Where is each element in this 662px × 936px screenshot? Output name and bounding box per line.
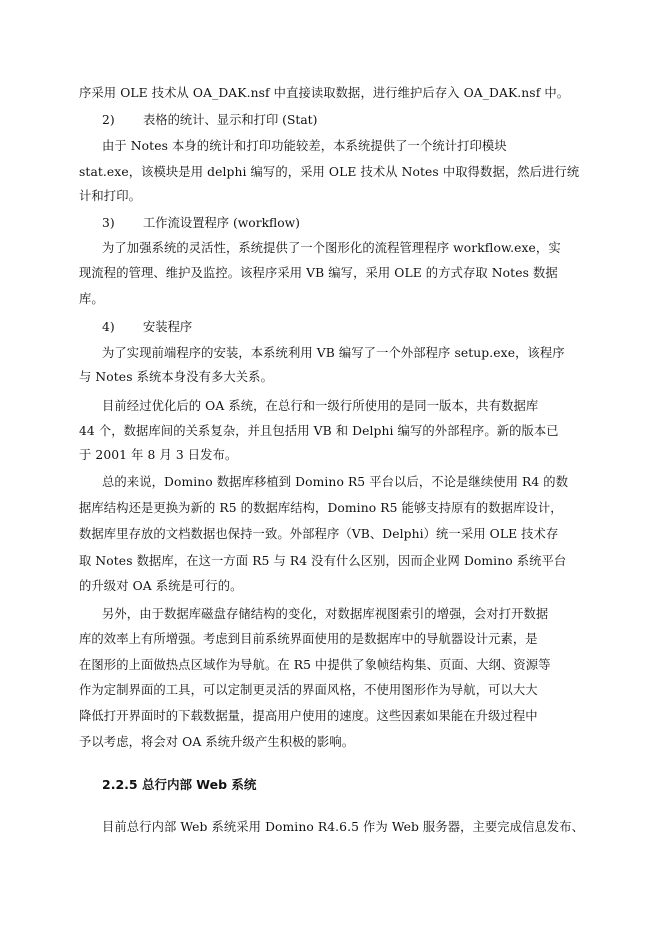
text-line: 44 个，数据库间的关系复杂，并且包括用 VB 和 Delphi 编写的外部程序。新的版本已 bbox=[79, 424, 559, 438]
list-title: 表格的统计、显示和打印 (Stat) bbox=[143, 113, 318, 127]
text-line: 库的效率上有所增强。考虑到目前系统界面使用的是数据库中的导航器设计元素，是 bbox=[79, 632, 538, 646]
text-line: 为了加强系统的灵活性，系统提供了一个图形化的流程管理程序 workflow.exe，实 bbox=[102, 241, 561, 255]
text-line: 总的来说，Domino 数据库移植到 Domino R5 平台以后，不论是继续使用 R4 的数 bbox=[102, 475, 569, 489]
text-line: stat.exe，该模块是用 delphi 编写的，采用 OLE 技术从 Notes 中取得数据，然后进行统 bbox=[79, 165, 580, 179]
text-line: 降低打开界面时的下载数据量，提高用户使用的速度。这些因素如果能在升级过程中 bbox=[79, 709, 538, 723]
section-heading: 2.2.5 总行内部 Web 系统 bbox=[102, 777, 257, 792]
text-line: 与 Notes 系统本身没有多大关系。 bbox=[79, 370, 273, 384]
list-number: 2) bbox=[102, 113, 115, 127]
text-line: 据库结构还是更换为新的 R5 的数据库结构，Domino R5 能够支持原有的数据库设计， bbox=[79, 501, 563, 515]
text-line: 数据库里存放的文档数据也保持一致。外部程序（VB、Delphi）统一采用 OLE 技术存 bbox=[79, 527, 559, 541]
list-title: 工作流设置程序 (workflow) bbox=[143, 216, 300, 230]
text-line: 库。 bbox=[79, 292, 104, 306]
text-line: 作为定制界面的工具，可以定制更灵活的界面风格，不使用图形作为导航，可以大大 bbox=[79, 683, 538, 697]
list-number: 4) bbox=[102, 320, 115, 334]
text-line: 序采用 OLE 技术从 OA_DAK.nsf 中直接读取数据，进行维护后存入 OA_DAK.nsf 中。 bbox=[79, 86, 570, 100]
text-line: 目前总行内部 Web 系统采用 Domino R4.6.5 作为 Web 服务器，主要完成信息发布、 bbox=[102, 820, 584, 834]
list-title: 安装程序 bbox=[143, 320, 193, 334]
text-line: 取 Notes 数据库，在这一方面 R5 与 R4 没有什么区别，因而企业网 Domino 系统平台 bbox=[79, 554, 567, 568]
text-line: 的升级对 OA 系统是可行的。 bbox=[79, 579, 243, 593]
text-line: 在图形的上面做热点区域作为导航。在 R5 中提供了象帧结构集、页面、大纲、资源等 bbox=[79, 658, 551, 672]
text-line: 现流程的管理、维护及监控。该程序采用 VB 编写，采用 OLE 的方式存取 Notes 数据 bbox=[79, 266, 558, 280]
text-line: 计和打印。 bbox=[79, 189, 141, 203]
text-line: 另外，由于数据库磁盘存储结构的变化，对数据库视图索引的增强，会对打开数据 bbox=[102, 607, 549, 621]
list-number: 3) bbox=[102, 216, 115, 230]
text-line: 由于 Notes 本身的统计和打印功能较差，本系统提供了一个统计打印模块 bbox=[102, 139, 507, 153]
text-line: 予以考虑，将会对 OA 系统升级产生积极的影响。 bbox=[79, 735, 355, 749]
text-line: 为了实现前端程序的安装，本系统利用 VB 编写了一个外部程序 setup.exe，该程序 bbox=[102, 346, 565, 360]
text-line: 目前经过优化后的 OA 系统，在总行和一级行所使用的是同一版本，共有数据库 bbox=[102, 399, 539, 413]
text-line: 于 2001 年 8 月 3 日发布。 bbox=[79, 448, 238, 462]
